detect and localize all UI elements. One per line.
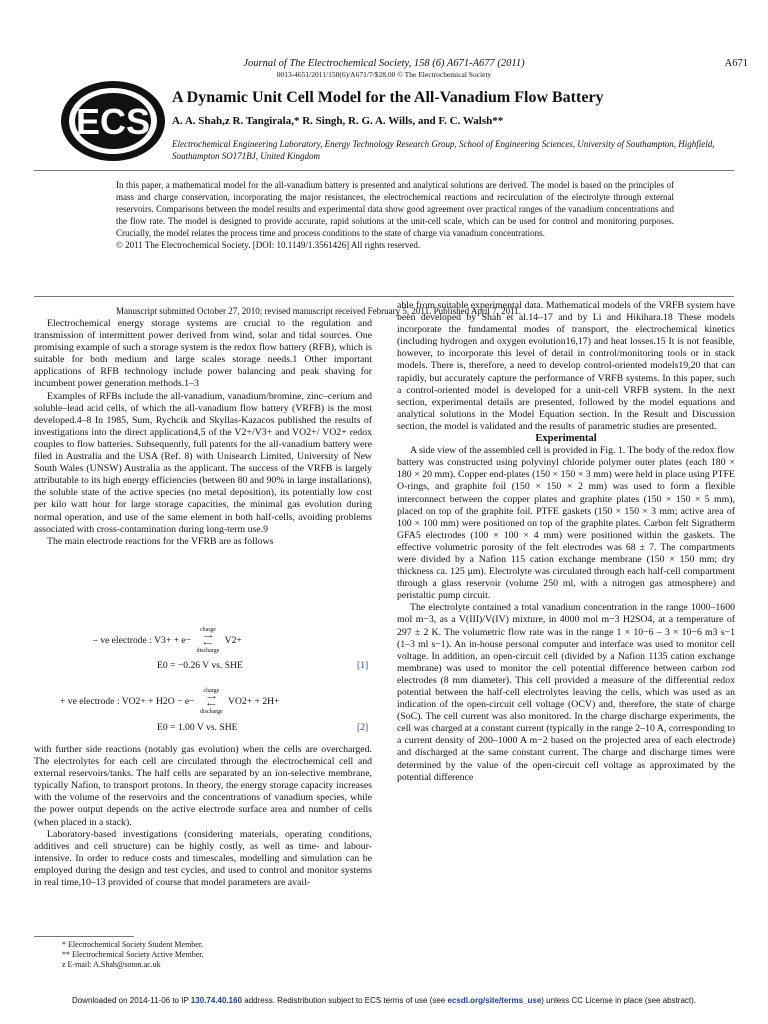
footnote: z E-mail: A.Shah@soton.ac.uk bbox=[62, 960, 161, 969]
page-title: A Dynamic Unit Cell Model for the All-Vanadium Flow Battery bbox=[172, 89, 604, 106]
journal-header: Journal of The Electrochemical Society, 158 (6) A671-A677 (2011) bbox=[243, 58, 525, 69]
equation-2 bbox=[60, 688, 279, 716]
affiliation: Electrochemical Engineering Laboratory, Energy Technology Research Group, School of Engineering Sciences, University of Southampton, Highfield, Southampton SO171BJ, United Kingdom bbox=[172, 139, 715, 161]
equation-2-potential: E0 = 1.00 V vs. SHE bbox=[157, 722, 238, 733]
download-footer: Downloaded on 2014-11-06 to IP 130.74.40.160 address. Redistribution subject to ECS terms of use (see ecsdl.org/site/terms_use) unless CC License in place (see abstract). bbox=[71, 996, 697, 1005]
section-heading: Experimental bbox=[535, 433, 597, 445]
paragraph: Electrochemical energy storage systems are crucial to the regulation and transmission of intermittent power derived from wind, solar and tidal sources. One promising example of such a storage system is the redox flow battery (RFB), which is suitable for both medium and large scales storage needs.1 Other important applications of RFB technology include power balancing and peak shaving for incumbent power generation methods.1–3 bbox=[34, 318, 372, 390]
equation-lhs: – ve electrode : V3+ + e− bbox=[93, 635, 192, 647]
page-number: A671 bbox=[724, 58, 748, 69]
ip-link[interactable]: 130.74.40.160 bbox=[190, 996, 243, 1005]
footnote-divider bbox=[34, 936, 134, 937]
abstract-text: In this paper, a mathematical model for the all-vanadium battery is presented and analytical solutions are derived. The model is based on the principles of mass and charge conservation, incorporating the major resistances, the electrochemical reactions and recirculation of the electrolyte through external reservoirs. Comparisons between the model results and experimental data show good agreement over practical ranges of the vanadium concentrations and the flow rate. The model is designed to provide accurate, rapid solutions at the unit-cell scale, which can be used for control and monitoring purposes. Crucially, the model relates the process time and process conditions to the state of charge via vanadium concentrations. bbox=[116, 180, 674, 238]
reversible-arrow: charge ⟶ ⟵ discharge bbox=[199, 688, 223, 715]
authors: A. A. Shah,z R. Tangirala,* R. Singh, R. G. A. Wills, and F. C. Walsh** bbox=[172, 115, 504, 127]
footnotes bbox=[62, 940, 204, 970]
equation-1-potential: E0 = −0.26 V vs. SHE bbox=[157, 660, 243, 671]
paragraph: The electrolyte contained a total vanadium concentration in the range 1000–1600 mol m−3, as a V(III)/V(IV) mixture, in 4000 mol m−3 H2SO4, at a temperature of 297 ± 2 K. The volumetric flow rate was in the range 1 × 10−6 – 3 × 10−6 m3 s−1 (1–3 ml s−1). An in-house personal computer and interface was used to monitor cell voltage. In addition, an open-circuit cell (divided by a Nafion 1135 cation exchange membrane) was used to monitor the cell potential difference between carbon rod electrodes (8 mm diameter). This cell provided a measure of the differential redox potential between the half-cell electrolytes leaving the cells, which was used as an indication of the open-circuit cell voltage (OCV) and, therefore, the state of charge (SoC). The cell current was also monitored. In the charge discharge experiments, the cell was charged at a constant current (typically in the range 2–10 A, corresponding to a current density of 200–1000 A m−2 based on the projected area of each electrode) and discharged at the same constant current. The charge and discharge times were determined by the value of the open-circuit cell voltage as approximated by the potential difference bbox=[397, 602, 735, 783]
divider bbox=[34, 170, 734, 171]
equation-1 bbox=[93, 627, 242, 655]
column-right bbox=[397, 300, 735, 784]
issn-line: 0013-4651/2011/158(6)/A671/7/$28.00 © The Electrochemical Society bbox=[276, 70, 492, 79]
terms-link[interactable]: ecsdl.org/site/terms_use bbox=[447, 996, 542, 1005]
equation-number: [1] bbox=[357, 660, 369, 671]
footnote: * Electrochemical Society Student Member. bbox=[62, 940, 204, 949]
paragraph: with further side reactions (notably gas evolution) when the cells are overcharged. The electrolytes for each cell are circulated through the electrochemical cell and external reservoirs/tanks. The half cells are separated by an ion-selective membrane, typically Nafion, to transport protons. In theory, the energy storage capacity increases with the volume of the reservoirs and the concentrations of vanadium species, while the power output depends on the active electrode surface area and number of cells (when placed in a stack). bbox=[34, 744, 372, 828]
equation-rhs: V2+ bbox=[224, 635, 242, 647]
column-left bbox=[34, 318, 372, 548]
abstract bbox=[116, 179, 674, 251]
logo-text: ECS bbox=[75, 101, 151, 142]
paragraph: able from suitable experimental data. Mathematical models of the VRFB system have been developed by Shah et al.14–17 and by Li and Hikihara.18 These models incorporate the fundamental modes of transport, the electrochemical kinetics (including hydrogen and oxygen evolution16,17) and heat losses.15 It is not feasible, however, to incorporate this level of detail in control/monitoring tools or in stack models. There is, therefore, a need to develop control-oriented models19,20 that can rapidly, but accurately capture the performance of VRFB systems. In this paper, such a control-oriented model is developed for a unit-cell VRFB system. In the next section, experimental details are presented, followed by the model equations and analytical solutions in the Model Equation section. In the Result and Discussion section, the model is validated and the results of parametric studies are presented. bbox=[397, 300, 735, 432]
paragraph: Laboratory-based investigations (considering materials, operating conditions, additives and cell structure) can be highly costly, as well as time- and labour-intensive. In order to reduce costs and timescales, modelling and simulation can be employed during the design and test cycles, and used to control and monitor systems in real time,10–13 provided of course that model parameters are avail- bbox=[34, 828, 372, 889]
paragraph: Examples of RFBs include the all-vanadium, vanadium/bromine, zinc–cerium and soluble–lead acid cells, of which the all-vanadium flow battery (VRFB) is the most developed.4–8 In 1985, Sum, Rychcik and Skyllas-Kazacos published the results of investigations into the direct application4,5 of the V2+/V3+ and VO2+/ VO2+ redox couples to flow batteries. Subsequently, full patents for the all-vanadium battery were filed in Australia and the USA (Ref. 8) with Unisearch Limited, University of New South Wales (UNSW) Australia as the applicant. The success of the VRFB is largely attributable to its high energy efficiencies (between 80 and 90% in large installations), the soluble state of the active species (no metal deposition), its potentially low cost per kilo watt hour for large storage capacities, the minimal gas evolution during normal operation, and use of the same element in both half-cells, avoiding problems associated with cross-contamination during long-term use.9 bbox=[34, 390, 372, 535]
copyright-line: © 2011 The Electrochemical Society. [DOI: 10.1149/1.3561426] All rights reserved. bbox=[116, 240, 421, 250]
equation-rhs: VO2+ + 2H+ bbox=[228, 696, 280, 708]
column-left-continued bbox=[34, 744, 372, 889]
footnote: ** Electrochemical Society Active Member. bbox=[62, 950, 204, 959]
paragraph: The main electrode reactions for the VFRB are as follows bbox=[47, 535, 274, 547]
paragraph: A side view of the assembled cell is provided in Fig. 1. The body of the redox flow battery was constructed using polyvinyl chloride polymer outer plates (each 180 × 180 × 20 mm). Copper end-plates (150 × 150 × 3 mm) were held in place using PTFE O-rings, and graphite foil (150 × 150 × 2 mm) was used to form a flexible interconnect between the copper plates and graphite plates (150 × 150 × 5 mm), placed on top of the graphite foil. PTFE gaskets (150 × 150 × 3 mm; active area of 100 × 100 mm) were positioned on top of the graphite plates. Carbon felt Sigratherm GFA5 electrodes (100 × 100 × 4 mm) were positioned within the gaskets. The effective volumetric porosity of the felt electrodes was 68 ± 7. The compartments were divided by a Nafion 115 cation exchange membrane (150 × 150 mm; dry thickness ca. 125 μm). Electrolyte was circulated through each half-cell compartment through a glass reservoir (volume 250 ml, with a nitrogen gas atmosphere) and peristaltic pump circuit. bbox=[397, 445, 735, 602]
reversible-arrow: charge ⟶ ⟵ discharge bbox=[196, 627, 220, 654]
equation-lhs: + ve electrode : VO2+ + H2O − e− bbox=[60, 696, 195, 708]
divider bbox=[34, 296, 734, 297]
equation-number: [2] bbox=[357, 722, 369, 733]
received-line: Manuscript submitted October 27, 2010; revised manuscript received February 5, 2011. Published April 7, 2011. bbox=[116, 306, 522, 316]
ecs-logo-icon bbox=[58, 78, 168, 164]
